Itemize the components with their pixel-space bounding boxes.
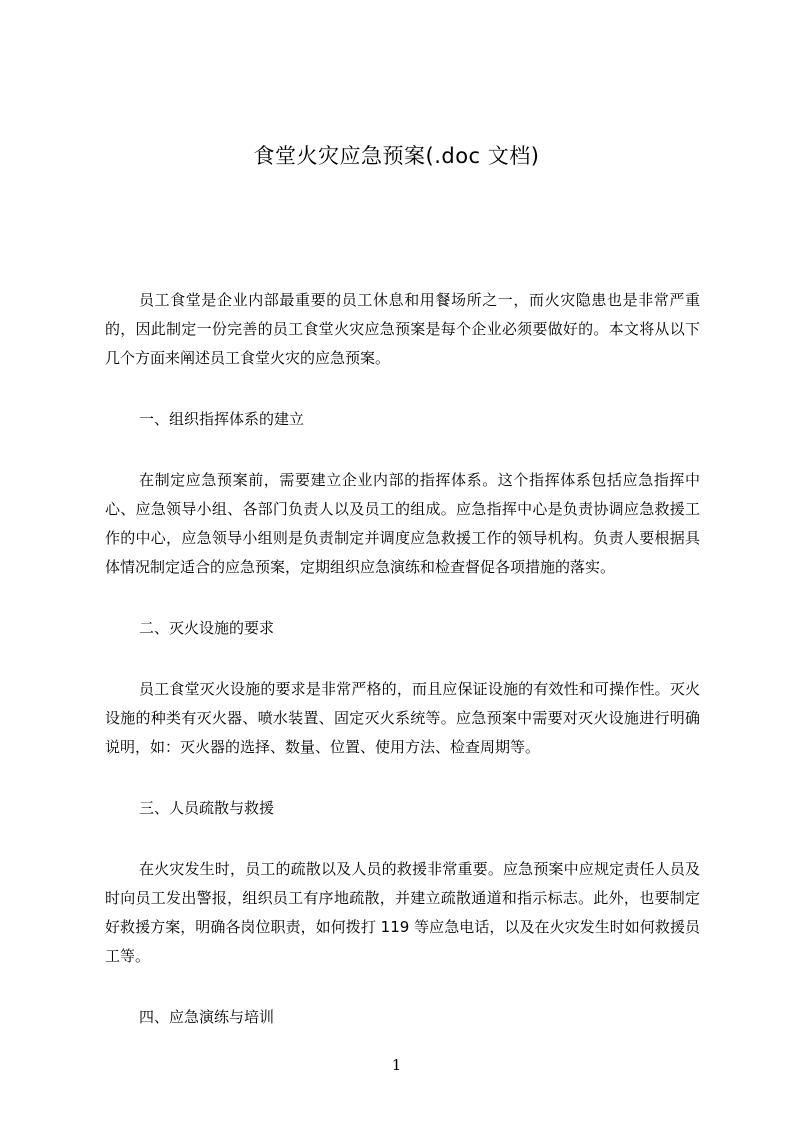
document-title: 食堂火灾应急预案(.doc 文档) xyxy=(253,144,540,168)
section-heading-3: 三、人员疏散与救援 xyxy=(139,799,275,817)
document-body xyxy=(105,286,700,1064)
section-paragraph-1: 在制定应急预案前，需要建立企业内部的指挥体系。这个指挥体系包括应急指挥中心、应急领导小组、各部门负责人以及员工的组成。应急指挥中心是负责协调应急救援工作的中心，应急领导小组则是负责制定并调度应急救援工作的领导机构。负责人要根据具体情况制定适合的应急预案，定期组织应急演练和检查督促各项措施的落实。 xyxy=(105,471,700,576)
section-heading-2: 二、灭火设施的要求 xyxy=(139,619,275,637)
section-paragraph-3: 在火灾发生时，员工的疏散以及人员的救援非常重要。应急预案中应规定责任人员及时向员工发出警报，组织员工有序地疏散，并建立疏散通道和指示标志。此外，也要制定好救援方案，明确各岗位职责，如何拨打 119 等应急电话，以及在火灾发生时如何救援员工等。 xyxy=(105,860,700,965)
page-number: 1 xyxy=(391,1056,402,1074)
section-heading-4: 四、应急演练与培训 xyxy=(139,1008,275,1026)
intro-paragraph: 员工食堂是企业内部最重要的员工休息和用餐场所之一，而火灾隐患也是非常严重的，因此制定一份完善的员工食堂火灾应急预案是每个企业必须要做好的。本文将从以下几个方面来阐述员工食堂火灾的应急预案。 xyxy=(105,291,700,367)
section-paragraph-2: 员工食堂灭火设施的要求是非常严格的，而且应保证设施的有效性和可操作性。灭火设施的种类有灭火器、喷水装置、固定灭火系统等。应急预案中需要对灭火设施进行明确说明，如：灭火器的选择、数量、位置、使用方法、检查周期等。 xyxy=(105,680,700,756)
section-heading-1: 一、组织指挥体系的建立 xyxy=(139,410,305,428)
